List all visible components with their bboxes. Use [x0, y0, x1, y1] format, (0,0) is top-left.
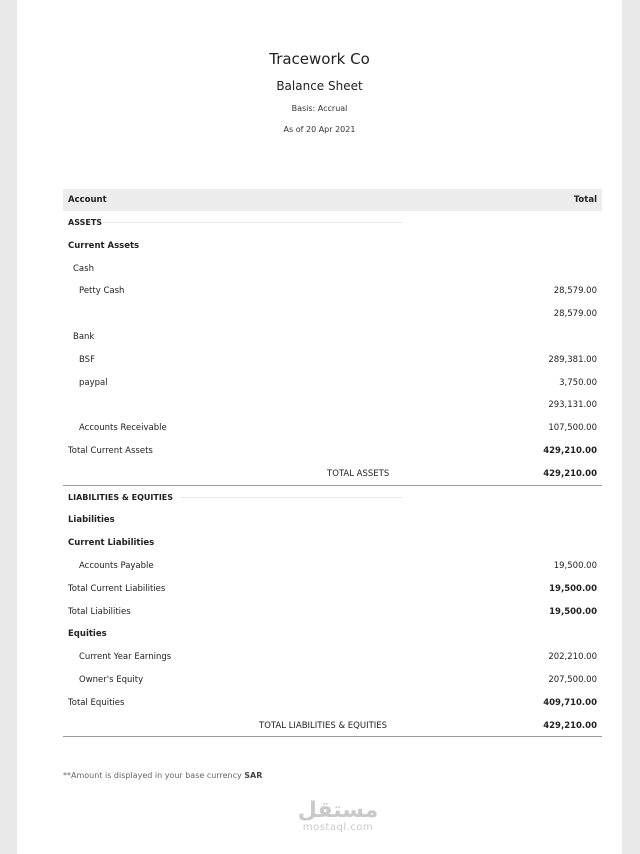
account-name[interactable]: Owner's Equity [79, 674, 144, 685]
account-amount[interactable]: 28,579.00 [553, 286, 597, 297]
total-row [63, 600, 602, 623]
company-name: Tracework Co [269, 50, 370, 68]
group-bank [63, 325, 602, 348]
group-label: Equities [68, 629, 107, 640]
group-current-assets [63, 234, 602, 257]
account-amount[interactable]: 202,210.00 [548, 652, 597, 663]
subtotal-amount: 293,131.00 [548, 400, 597, 411]
grand-total-label: TOTAL ASSETS [327, 468, 390, 479]
total-amount: 19,500.00 [549, 583, 597, 594]
group-label: Current Assets [68, 240, 140, 251]
group-liabilities [63, 508, 602, 531]
account-amount[interactable]: 289,381.00 [548, 354, 597, 365]
report-page [17, 0, 622, 854]
subtotal-row [63, 393, 602, 416]
table-row[interactable] [63, 668, 602, 691]
balance-sheet-table [63, 189, 602, 737]
section-divider [103, 222, 402, 223]
total-amount: 429,210.00 [543, 445, 597, 456]
group-label: Bank [73, 331, 95, 342]
section-assets [63, 211, 602, 234]
account-name[interactable]: paypal [79, 377, 108, 388]
grand-total-row [63, 714, 602, 738]
total-label: Total Liabilities [68, 606, 131, 617]
total-amount: 409,710.00 [543, 697, 597, 708]
table-row[interactable] [63, 371, 602, 394]
table-row[interactable] [63, 645, 602, 668]
group-cash [63, 257, 602, 280]
table-row[interactable] [63, 416, 602, 439]
total-label: Total Equities [68, 697, 125, 708]
account-name[interactable]: Petty Cash [79, 286, 125, 297]
table-header [63, 189, 602, 211]
group-current-liabilities [63, 531, 602, 554]
group-label: Current Liabilities [68, 538, 155, 549]
account-amount[interactable]: 3,750.00 [559, 377, 597, 388]
account-amount[interactable]: 19,500.00 [553, 560, 597, 571]
total-row [63, 577, 602, 600]
report-date: As of 20 Apr 2021 [283, 125, 356, 134]
report-title: Balance Sheet [276, 79, 363, 93]
section-liabilities-equities [63, 486, 602, 509]
table-row[interactable] [63, 279, 602, 302]
grand-total-amount: 429,210.00 [543, 468, 597, 479]
table-row[interactable] [63, 554, 602, 577]
account-amount[interactable]: 107,500.00 [548, 423, 597, 434]
footnote-text: **Amount is displayed in your base currency [63, 771, 242, 780]
group-label: Cash [73, 263, 94, 274]
report-basis: Basis: Accrual [291, 104, 348, 113]
total-amount: 19,500.00 [549, 606, 597, 617]
total-label: Total Current Assets [68, 445, 153, 456]
grand-total-label: TOTAL LIABILITIES & EQUITIES [259, 720, 388, 731]
column-total: Total [573, 195, 597, 205]
grand-total-amount: 429,210.00 [543, 720, 597, 731]
total-label: Total Current Liabilities [68, 583, 166, 594]
table-row[interactable] [63, 348, 602, 371]
watermark-latin: mostaql.com [302, 822, 374, 833]
currency-footnote [63, 771, 262, 780]
subtotal-amount: 28,579.00 [553, 309, 597, 320]
account-name[interactable]: Current Year Earnings [79, 652, 172, 663]
section-label: ASSETS [68, 218, 103, 227]
account-amount[interactable]: 207,500.00 [548, 674, 597, 685]
account-name[interactable]: Accounts Receivable [79, 423, 167, 434]
group-label: Liabilities [68, 515, 115, 526]
group-equities [63, 622, 602, 645]
watermark-logo [297, 800, 379, 834]
total-row [63, 691, 602, 714]
grand-total-row [63, 462, 602, 486]
subtotal-row [63, 302, 602, 325]
watermark-arabic: مستقل [297, 798, 379, 823]
footnote-currency: SAR [244, 771, 263, 780]
total-row [63, 439, 602, 462]
section-label: LIABILITIES & EQUITIES [68, 492, 174, 502]
account-name[interactable]: BSF [79, 354, 95, 365]
account-name[interactable]: Accounts Payable [79, 560, 154, 571]
column-account: Account [68, 195, 107, 205]
section-divider [181, 497, 402, 498]
